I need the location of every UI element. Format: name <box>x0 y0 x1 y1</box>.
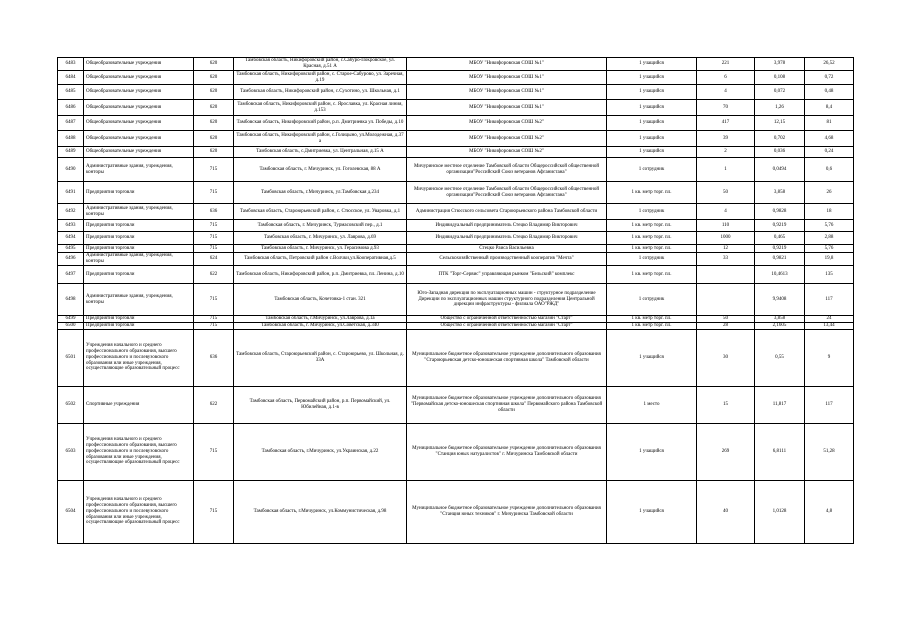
coefficient-cell: 1,0128 <box>755 480 805 543</box>
volume-cell: 0,48 <box>805 85 854 100</box>
row-number: 6500 <box>58 322 84 329</box>
table-row <box>58 245 854 253</box>
unit-cell: 1 учащийся <box>607 58 697 71</box>
address-cell: Тамбовская область, Староюрьевский район, с. Староюрьево, ул. Школьная, д. 33А <box>234 329 407 386</box>
unit-cell: 1 кв. метр торг. пл. <box>607 316 697 323</box>
row-number: 6498 <box>58 284 84 316</box>
object-type-cell: Спортивные учреждения <box>84 386 194 423</box>
volume-cell: 135 <box>805 266 854 284</box>
unit-cell: 1 кв. метр торг. пл. <box>607 245 697 253</box>
quantity-cell: 12 <box>697 245 755 253</box>
unit-cell: 1 учащийся <box>607 116 697 131</box>
table-row <box>58 423 854 480</box>
coefficient-cell: 0,9219 <box>755 245 805 253</box>
object-type-cell: Общеобразовательные учреждения <box>84 100 194 116</box>
code-cell: 715 <box>194 423 234 480</box>
address-cell: Тамбовская область, Староюрьевский район, с. Стюсское, ул. Уваровка, д.1 <box>234 204 407 220</box>
quantity-cell <box>697 284 755 316</box>
volume-cell: 2,88 <box>805 232 854 245</box>
coefficient-cell: 0,55 <box>755 329 805 386</box>
code-cell: 622 <box>194 386 234 423</box>
table-row <box>58 158 854 182</box>
volume-cell: 9 <box>805 329 854 386</box>
object-type-cell: Предприятия торговли <box>84 322 194 329</box>
code-cell: 715 <box>194 245 234 253</box>
code-cell: 636 <box>194 204 234 220</box>
organization-cell: Индивидуальный предприниматель Стецко Владимир Викторович <box>407 220 607 232</box>
volume-cell: 51,28 <box>805 423 854 480</box>
row-number: 6484 <box>58 71 84 85</box>
address-cell: Тамбовская область, г.Мичуринск, ул.Тамбовская д.234 <box>234 182 407 204</box>
object-type-cell: Административные здания, учреждения, конторы <box>84 253 194 266</box>
object-type-cell: Предприятия торговли <box>84 220 194 232</box>
row-number: 6483 <box>58 58 84 71</box>
object-type-cell: Учреждения начального и среднего профессионального образования, высшего профессионального и послевузовского образования или иные учреждения, осуществляющие образовательный процесс <box>84 329 194 386</box>
code-cell: 715 <box>194 284 234 316</box>
table-row <box>58 204 854 220</box>
unit-cell: 1 учащийся <box>607 131 697 147</box>
volume-cell: 5,76 <box>805 220 854 232</box>
quantity-cell: 1000 <box>697 232 755 245</box>
coefficient-cell: 3,858 <box>755 182 805 204</box>
object-type-cell: Общеобразовательные учреждения <box>84 71 194 85</box>
unit-cell: 1 учащийся <box>607 480 697 543</box>
row-number: 6497 <box>58 266 84 284</box>
table-row <box>58 100 854 116</box>
object-type-cell: Учреждения начального и среднего профессионального образования, высшего профессионального и послевузовского образования или иные учреждения, осуществляющие образовательный процесс <box>84 423 194 480</box>
quantity-cell: 417 <box>697 116 755 131</box>
quantity-cell <box>697 266 755 284</box>
unit-cell: 1 место <box>607 386 697 423</box>
object-type-cell: Предприятия торговли <box>84 266 194 284</box>
unit-cell: 1 учащийся <box>607 423 697 480</box>
address-cell: Тамбовская область, Никифоровский район, с.Сабуро-Покровское, ул. Красная, д.51 А <box>234 58 407 71</box>
quantity-cell: 40 <box>697 480 755 543</box>
code-cell: 715 <box>194 316 234 323</box>
row-number: 6503 <box>58 423 84 480</box>
unit-cell: 1 учащийся <box>607 100 697 116</box>
code-cell: 624 <box>194 253 234 266</box>
row-number: 6494 <box>58 232 84 245</box>
volume-cell: 81 <box>805 116 854 131</box>
code-cell: 620 <box>194 116 234 131</box>
table-row <box>58 232 854 245</box>
unit-cell: 1 сотрудник <box>607 284 697 316</box>
code-cell: 715 <box>194 232 234 245</box>
quantity-cell: 4 <box>697 85 755 100</box>
address-cell: Тамбовская область, г. Мичуринск, ул.Советская, д.340 <box>234 322 407 329</box>
organization-cell: Общество с ограниченной ответственностью магазин "Старт" <box>407 322 607 329</box>
table-row <box>58 253 854 266</box>
organization-cell: МБОУ "Никифоровская СОШ №1" <box>407 71 607 85</box>
row-number: 6499 <box>58 316 84 323</box>
volume-cell: 4,68 <box>805 131 854 147</box>
table-row <box>58 284 854 316</box>
coefficient-cell: 11,817 <box>755 386 805 423</box>
object-type-cell: Административные здания, учреждения, конторы <box>84 204 194 220</box>
organization-cell: МБОУ "Никифоровская СОШ №1" <box>407 100 607 116</box>
unit-cell: 1 сотрудник <box>607 158 697 182</box>
coefficient-cell: 2,1605 <box>755 322 805 329</box>
organization-cell: МБОУ "Никифоровская СОШ №1" <box>407 85 607 100</box>
organization-cell: Сельскохозяйственный производственный кооператив "Мечта" <box>407 253 607 266</box>
address-cell: Тамбовская область, Первомайский район, р.п. Первомайский, ул. Юбилейная, д.1-в <box>234 386 407 423</box>
address-cell: Тамбовская область, Петровский район с.Волчки,ул.Кооперативная,д.5 <box>234 253 407 266</box>
unit-cell: 1 сотрудник <box>607 204 697 220</box>
row-number: 6496 <box>58 253 84 266</box>
table-row <box>58 316 854 323</box>
row-number: 6493 <box>58 220 84 232</box>
table-row <box>58 480 854 543</box>
unit-cell: 1 кв. метр торг. пл. <box>607 220 697 232</box>
volume-cell: 18 <box>805 204 854 220</box>
organization-cell: МБОУ "Никифоровская СОШ №2" <box>407 147 607 158</box>
organization-cell: Индивидуальный предприниматель Стецко Владимир Викторович <box>407 232 607 245</box>
quantity-cell: 50 <box>697 182 755 204</box>
row-number: 6488 <box>58 131 84 147</box>
quantity-cell: 2 <box>697 147 755 158</box>
quantity-cell: 39 <box>697 131 755 147</box>
unit-cell: 1 учащийся <box>607 71 697 85</box>
unit-cell: 1 учащийся <box>607 147 697 158</box>
table-row <box>58 131 854 147</box>
table-row <box>58 220 854 232</box>
coefficient-cell: 12,15 <box>755 116 805 131</box>
address-cell: Тамбовская область, г. Мичуринск, ул. Лаврова, д.69 <box>234 232 407 245</box>
code-cell: 715 <box>194 158 234 182</box>
organization-cell: Стецко Раиса Васильевна <box>407 245 607 253</box>
volume-cell: 5,76 <box>805 245 854 253</box>
row-number: 6490 <box>58 158 84 182</box>
quantity-cell: 15 <box>697 386 755 423</box>
row-number: 6487 <box>58 116 84 131</box>
address-cell: Тамбовская область, г. Мичуринск, ул. Герасимова д.93 <box>234 245 407 253</box>
row-number: 6486 <box>58 100 84 116</box>
registry-table <box>57 57 854 544</box>
volume-cell: 4,8 <box>805 480 854 543</box>
volume-cell: 24 <box>805 316 854 323</box>
table-row <box>58 329 854 386</box>
volume-cell: 117 <box>805 284 854 316</box>
object-type-cell: Общеобразовательные учреждения <box>84 116 194 131</box>
unit-cell: 1 учащийся <box>607 329 697 386</box>
organization-cell: Муниципальное бюджетное образовательное учреждение дополнительного образования "Станция юных техников" г. Мичуринска Тамбовской области <box>407 480 607 543</box>
row-number: 6491 <box>58 182 84 204</box>
organization-cell: МБОУ "Никифоровская СОШ №1" <box>407 58 607 71</box>
object-type-cell: Общеобразовательные учреждения <box>84 131 194 147</box>
organization-cell: Юго-Западная дирекция по эксплуатационных машин - структурное подразделение Дирекции по эксплуатационных машин структурного подразделения Центральной дирекции инфраструктуры - филиала ОАО"РЖД" <box>407 284 607 316</box>
code-cell: 620 <box>194 85 234 100</box>
coefficient-cell: 0,036 <box>755 147 805 158</box>
code-cell: 622 <box>194 266 234 284</box>
coefficient-cell: 0,9828 <box>755 204 805 220</box>
address-cell: Тамбовская область, Никифоровский район, р.п. Дмитриевка, пл. Ленина, д.10 <box>234 266 407 284</box>
volume-cell: 26,52 <box>805 58 854 71</box>
quantity-cell: 221 <box>697 58 755 71</box>
volume-cell: 19,8 <box>805 253 854 266</box>
organization-cell: МБОУ "Никифоровская СОШ №2" <box>407 116 607 131</box>
organization-cell: Мичуринское местное отделение Тамбовской области Общероссийской общественной организации"Российский Союз ветеранов Афганистана" <box>407 182 607 204</box>
organization-cell: Администрация Стюсского сельсовета Староюрьевского района Тамбовской области <box>407 204 607 220</box>
quantity-cell: 1 <box>697 158 755 182</box>
quantity-cell: 4 <box>697 204 755 220</box>
unit-cell: 1 сотрудник <box>607 253 697 266</box>
code-cell: 715 <box>194 182 234 204</box>
organization-cell: Мичуринское местное отделение Тамбовской области Общероссийской общественной организации"Российский Союз ветеранов Афганистана" <box>407 158 607 182</box>
organization-cell: ПТК "Торг-Сервис" управляющая рынком "Бельский" комплекс <box>407 266 607 284</box>
coefficient-cell: 0,9821 <box>755 253 805 266</box>
row-number: 6501 <box>58 329 84 386</box>
organization-cell: Муниципальное бюджетное образовательное учреждение дополнительного образования "Первомайская детско-юношеская спортивная школа" Первомайского района Тамбовской области <box>407 386 607 423</box>
row-number: 6489 <box>58 147 84 158</box>
address-cell: Тамбовская область, Никифоровский район, р.п. Дмитриевка ул. Победы, д.10 <box>234 116 407 131</box>
coefficient-cell: 1,26 <box>755 100 805 116</box>
object-type-cell: Общеобразовательные учреждения <box>84 85 194 100</box>
unit-cell: 1 кв. метр торг. пл. <box>607 182 697 204</box>
organization-cell: Муниципальное бюджетное образовательное учреждение дополнительного образования "Станция юных натуралистов" г. Мичуринска Тамбовской области <box>407 423 607 480</box>
quantity-cell: 28 <box>697 322 755 329</box>
object-type-cell: Предприятия торговли <box>84 245 194 253</box>
address-cell: Тамбовская область, с.Дмитриевка, ул. Центральная, д.15 А <box>234 147 407 158</box>
code-cell: 636 <box>194 329 234 386</box>
table-row <box>58 116 854 131</box>
table-row <box>58 71 854 85</box>
object-type-cell: Предприятия торговли <box>84 316 194 323</box>
object-type-cell: Административные здания, учреждения, конторы <box>84 158 194 182</box>
code-cell: 715 <box>194 322 234 329</box>
unit-cell: 1 учащийся <box>607 85 697 100</box>
row-number: 6485 <box>58 85 84 100</box>
organization-cell: Муниципальное бюджетное образовательное учреждение дополнительного образования "Староюрьевская детско-юношеская спортивная школа" Тамбовской области <box>407 329 607 386</box>
coefficient-cell: 9,9408 <box>755 284 805 316</box>
quantity-cell: 269 <box>697 423 755 480</box>
table-row <box>58 182 854 204</box>
row-number: 6495 <box>58 245 84 253</box>
quantity-cell: 70 <box>697 100 755 116</box>
code-cell: 620 <box>194 147 234 158</box>
unit-cell: 1 кв. метр торг. пл. <box>607 232 697 245</box>
object-type-cell: Предприятия торговли <box>84 232 194 245</box>
table-row <box>58 147 854 158</box>
volume-cell: 26 <box>805 182 854 204</box>
quantity-cell: 110 <box>697 220 755 232</box>
object-type-cell: Учреждения начального и среднего профессионального образования, высшего профессионального и послевузовского образования или иные учреждения, осуществляющие образовательный процесс <box>84 480 194 543</box>
object-type-cell: Общеобразовательные учреждения <box>84 147 194 158</box>
address-cell: Тамбовская область, г.Мичуринск, ул.Лаврова, д.1а <box>234 316 407 323</box>
address-cell: Тамбовская область, Никифоровский район, с.Голицыно, ул.Молодежная, д.37 а <box>234 131 407 147</box>
organization-cell: Общество с ограниченной ответственностью магазин "Старт" <box>407 316 607 323</box>
coefficient-cell: 0,072 <box>755 85 805 100</box>
volume-cell: 13,44 <box>805 322 854 329</box>
volume-cell: 0,24 <box>805 147 854 158</box>
volume-cell: 8,4 <box>805 100 854 116</box>
code-cell: 620 <box>194 58 234 71</box>
table-row <box>58 322 854 329</box>
table-row <box>58 58 854 71</box>
coefficient-cell: 3,858 <box>755 316 805 323</box>
coefficient-cell: 0,702 <box>755 131 805 147</box>
code-cell: 620 <box>194 71 234 85</box>
address-cell: Тамбовская область, Кочетовка-1 стан. 321 <box>234 284 407 316</box>
quantity-cell: 33 <box>697 253 755 266</box>
code-cell: 620 <box>194 131 234 147</box>
object-type-cell: Предприятия торговли <box>84 182 194 204</box>
quantity-cell: 50 <box>697 316 755 323</box>
organization-cell: МБОУ "Никифоровская СОШ №2" <box>407 131 607 147</box>
table-row <box>58 266 854 284</box>
coefficient-cell: 10,4613 <box>755 266 805 284</box>
address-cell: Тамбовская область, г. Мичуринск, Турмасовский пер., д.1 <box>234 220 407 232</box>
coefficient-cell: 0,108 <box>755 71 805 85</box>
volume-cell: 117 <box>805 386 854 423</box>
object-type-cell: Общеобразовательные учреждения <box>84 58 194 71</box>
coefficient-cell: 6,8111 <box>755 423 805 480</box>
object-type-cell: Административные здания, учреждения, конторы <box>84 284 194 316</box>
address-cell: Тамбовская область, г. Мичуринск, ул. Гоголевская, 88 А <box>234 158 407 182</box>
quantity-cell: 6 <box>697 71 755 85</box>
coefficient-cell: 0,465 <box>755 232 805 245</box>
address-cell: Тамбовская область, Никифоровский район, с.Сухотино, ул. Школьная, д.1 <box>234 85 407 100</box>
coefficient-cell: 0,9219 <box>755 220 805 232</box>
volume-cell: 0,72 <box>805 71 854 85</box>
code-cell: 715 <box>194 480 234 543</box>
table-row <box>58 386 854 423</box>
coefficient-cell: 0,0494 <box>755 158 805 182</box>
coefficient-cell: 3,978 <box>755 58 805 71</box>
volume-cell: 0,6 <box>805 158 854 182</box>
address-cell: Тамбовская область, Никифоровский район, с. Старое-Сабурово, ул. Заречная, д.19 <box>234 71 407 85</box>
code-cell: 715 <box>194 220 234 232</box>
unit-cell: 1 кв. метр торг. пл. <box>607 322 697 329</box>
address-cell: Тамбовская область, г.Мичуринск, ул.Коммунистическая, д.98 <box>234 480 407 543</box>
unit-cell: 1 кв. метр торг. пл. <box>607 266 697 284</box>
table-row <box>58 85 854 100</box>
address-cell: Тамбовская область, Никифоровский район, с. Ярославка, ул. Красная линия, д.153 <box>234 100 407 116</box>
code-cell: 620 <box>194 100 234 116</box>
row-number: 6502 <box>58 386 84 423</box>
row-number: 6492 <box>58 204 84 220</box>
row-number: 6504 <box>58 480 84 543</box>
quantity-cell: 30 <box>697 329 755 386</box>
address-cell: Тамбовская область, г.Мичуринск, ул.Украинская, д.22 <box>234 423 407 480</box>
